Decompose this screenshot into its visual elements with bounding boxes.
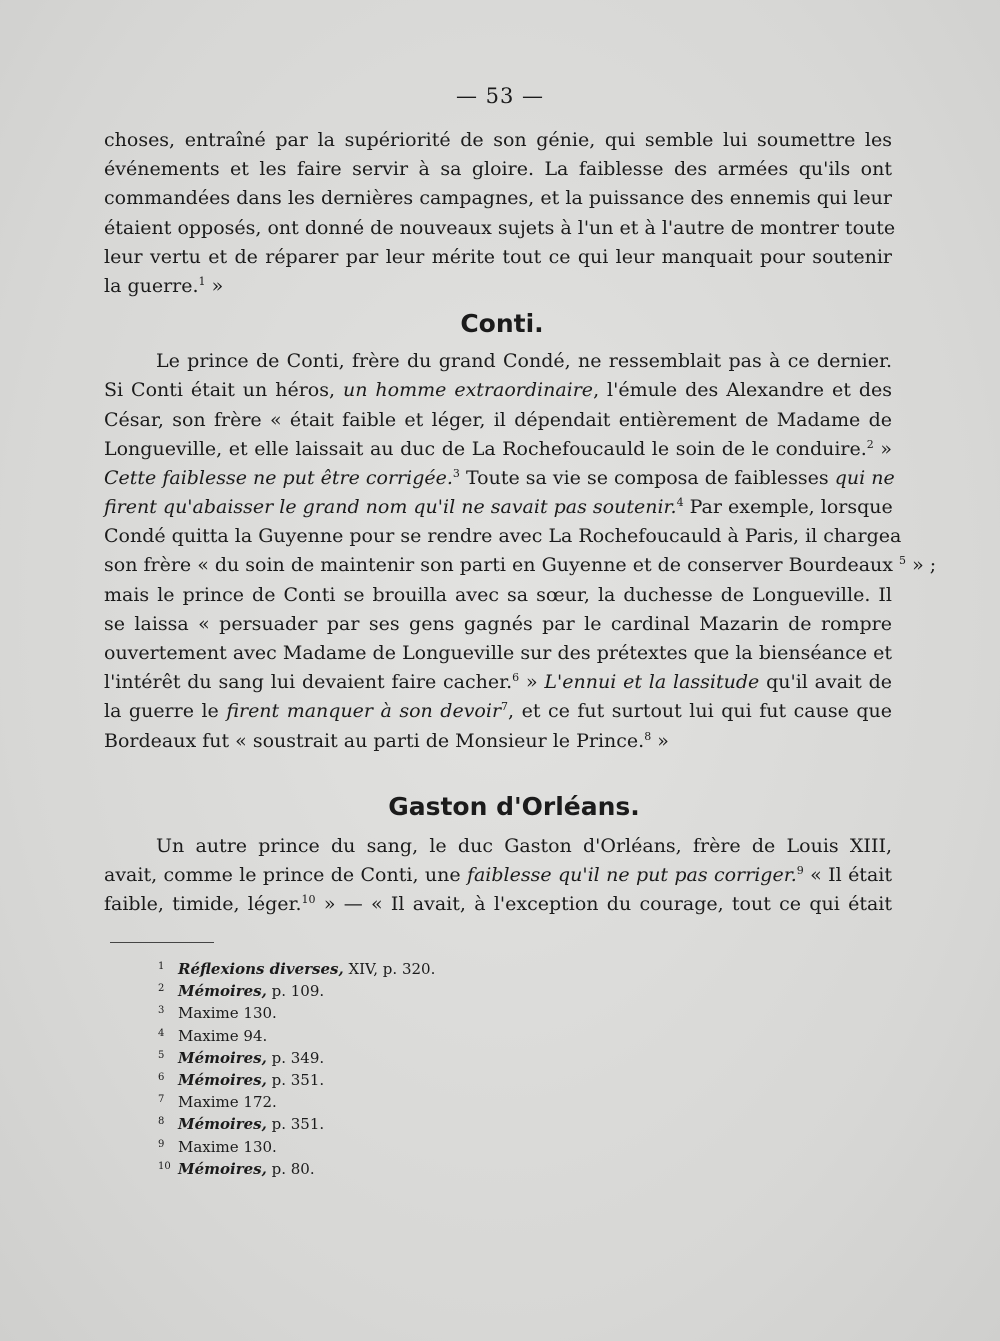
text-span: qu'il avait de xyxy=(759,671,892,694)
text-span: la guerre. xyxy=(104,274,199,297)
text-line: ouvertement avec Madame de Longueville sur des prétextes que la bienséance et xyxy=(104,642,892,664)
text-span: Si Conti était un héros, xyxy=(104,379,343,402)
footnote-text: p. 351. xyxy=(266,1115,325,1134)
footnote xyxy=(158,1000,658,1022)
italic-span: firent manquer à son devoir xyxy=(226,700,502,723)
text-span: » xyxy=(205,274,224,297)
footnote-number: 5 xyxy=(158,1049,165,1061)
footnote-number: 2 xyxy=(158,983,165,995)
footnote-ref: 4 xyxy=(676,496,684,510)
footnote xyxy=(158,978,658,1000)
page-number: — 53 — xyxy=(455,84,545,108)
text-span: la guerre le xyxy=(104,700,227,723)
text-span: faible, timide, léger. xyxy=(104,893,302,916)
footnote-title: Mémoires, xyxy=(178,1115,267,1134)
footnote-ref: 8 xyxy=(644,729,652,743)
text-span: » xyxy=(651,729,669,752)
text-span: avait, comme le prince de Conti, une xyxy=(104,863,467,886)
footnote-number: 8 xyxy=(158,1116,165,1128)
text-span: » xyxy=(873,437,892,460)
footnote xyxy=(158,1156,658,1178)
text-line: Condé quitta la Guyenne pour se rendre avec La Rochefoucauld à Paris, il chargea xyxy=(104,525,902,548)
footnote-number: 10 xyxy=(158,1160,171,1172)
text-line xyxy=(104,493,892,522)
text-line xyxy=(104,668,892,697)
footnote xyxy=(158,1134,658,1156)
text-line: César, son frère « était faible et léger, il dépendait entièrement de Madame de xyxy=(104,408,892,431)
text-span: Bordeaux fut « soustrait au parti de Monsieur le Prince. xyxy=(104,729,645,752)
text-line xyxy=(104,272,892,301)
footnote xyxy=(158,1067,658,1089)
footnote-ref: 9 xyxy=(796,863,804,877)
footnote-text: Maxime 172. xyxy=(178,1093,277,1112)
footnote-text: p. 80. xyxy=(266,1159,315,1178)
text-span: son frère « du soin de maintenir son parti en Guyenne et de conserver Bourdeaux xyxy=(104,554,900,577)
text-line xyxy=(104,464,895,493)
text-line: se laissa « persuader par ses gens gagnés par le cardinal Mazarin de rompre xyxy=(104,612,892,635)
text-line xyxy=(104,376,892,405)
footnote-number: 3 xyxy=(158,1005,165,1017)
footnote-ref: 6 xyxy=(512,671,520,685)
text-span: , l'émule des Alexandre et des xyxy=(593,379,892,402)
footnote-ref: 5 xyxy=(899,554,907,568)
footnote-text: p. 349. xyxy=(266,1048,325,1067)
text-line: Un autre prince du sang, le duc Gaston d'Orléans, frère de Louis XIII, xyxy=(156,834,892,857)
text-line: choses, entraîné par la supériorité de son génie, qui semble lui soumettre les xyxy=(104,129,892,151)
footnote-title: Mémoires, xyxy=(178,1048,267,1067)
text-span: » xyxy=(519,671,545,694)
italic-span: firent qu'abaisser le grand nom qu'il ne savait pas soutenir. xyxy=(104,496,677,519)
footnote-title: Réflexions diverses, xyxy=(178,960,344,978)
italic-span: faiblesse qu'il ne put pas corriger. xyxy=(466,863,797,886)
text-line xyxy=(104,727,892,756)
text-line: Le prince de Conti, frère du grand Condé, ne ressemblait pas à ce dernier. xyxy=(156,350,892,373)
footnote xyxy=(158,1089,658,1111)
text-span: Par exemple, lorsque xyxy=(683,496,893,519)
text-line xyxy=(104,697,892,726)
text-span: , et ce fut surtout lui qui fut cause que xyxy=(508,700,892,723)
footnote-ref: 10 xyxy=(301,893,316,907)
footnote-ref: 3 xyxy=(452,466,460,480)
footnote-number: 1 xyxy=(158,961,165,972)
body-text xyxy=(104,126,937,919)
text-line: mais le prince de Conti se brouilla avec sa sœur, la duchesse de Longueville. Il xyxy=(104,583,892,606)
text-span: Toute sa vie se composa de faiblesses xyxy=(459,466,835,489)
footnote xyxy=(158,1045,658,1067)
footnote-text: p. 351. xyxy=(266,1070,325,1089)
footnote xyxy=(158,1023,658,1045)
text-line: événements et les faire servir à sa gloire. La faiblesse des armées qu'ils ont xyxy=(104,158,892,181)
text-span: « Il était xyxy=(803,863,892,886)
text-line: commandées dans les dernières campagnes, et la puissance des ennemis qui leur xyxy=(104,187,892,210)
footnote-ref: 1 xyxy=(198,274,206,288)
italic-span: Cette faiblesse ne put être corrigée. xyxy=(104,466,453,489)
italic-span: un homme extraordinaire xyxy=(342,379,594,402)
footnote-number: 9 xyxy=(158,1138,165,1150)
footnote-text: Maxime 130. xyxy=(178,1004,277,1023)
footnote-text: XIV, p. 320. xyxy=(343,960,436,978)
text-line xyxy=(104,551,937,580)
footnote-number: 4 xyxy=(158,1027,165,1039)
text-line xyxy=(104,861,892,890)
footnote-number: 7 xyxy=(158,1094,165,1106)
italic-span: L'ennui et la lassitude xyxy=(544,671,760,694)
footnote-title: Mémoires, xyxy=(178,1159,267,1178)
footnote-ref: 7 xyxy=(501,700,509,714)
italic-span: qui ne xyxy=(834,466,895,489)
text-line: leur vertu et de réparer par leur mérite tout ce qui leur manquait pour soutenir xyxy=(104,245,892,268)
text-span: Longueville, et elle laissait au duc de La Rochefoucauld le soin de le conduire. xyxy=(104,437,867,460)
footnote-title: Mémoires, xyxy=(178,1070,267,1089)
footnote-title: Mémoires, xyxy=(178,982,267,1001)
footnote-ref: 2 xyxy=(866,437,874,451)
text-span: » — « Il avait, à l'exception du courage, tout ce qui était xyxy=(315,893,892,916)
footnote xyxy=(158,1111,658,1133)
footnote-text: Maxime 94. xyxy=(178,1026,268,1045)
text-span: » ; xyxy=(906,554,937,577)
text-line xyxy=(104,890,892,919)
footnote-text: p. 109. xyxy=(266,982,325,1001)
text-line xyxy=(104,435,892,464)
footnotes xyxy=(158,956,658,1178)
footnote-number: 6 xyxy=(158,1071,165,1083)
section-heading-conti: Conti. xyxy=(460,309,544,339)
text-span: l'intérêt du sang lui devaient faire cacher. xyxy=(104,671,513,694)
footnote xyxy=(158,956,658,978)
text-line: étaient opposés, ont donné de nouveaux sujets à l'un et à l'autre de montrer toute xyxy=(104,216,896,239)
section-heading-gaston: Gaston d'Orléans. xyxy=(388,791,640,821)
footnote-rule xyxy=(110,942,214,943)
footnote-text: Maxime 130. xyxy=(178,1137,277,1156)
